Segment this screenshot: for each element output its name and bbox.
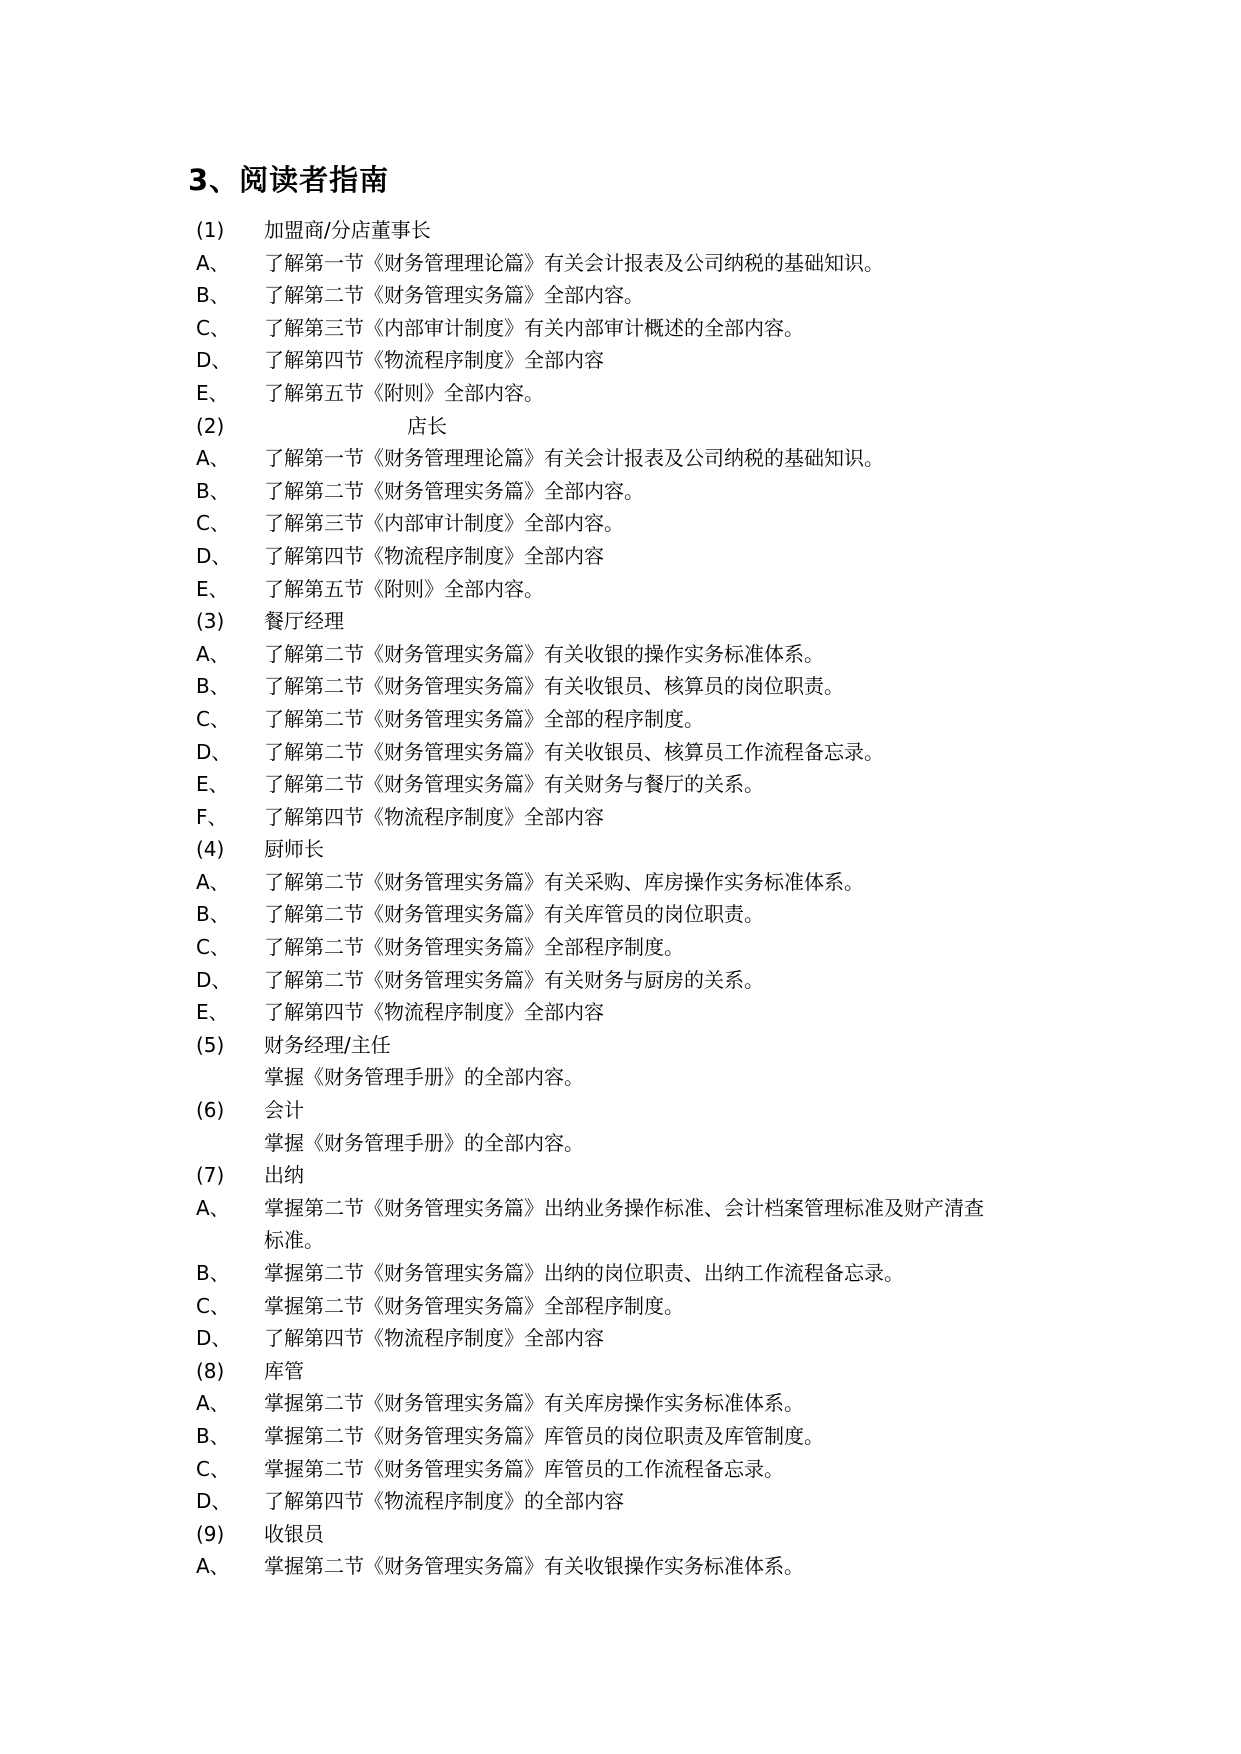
line-number: C、 xyxy=(196,1293,230,1318)
line-text: 掌握第二节《财务管理实务篇》有关收银操作实务标准体系。 xyxy=(264,1554,804,1579)
guide-line xyxy=(0,1192,1241,1225)
line-text: 厨师长 xyxy=(264,837,324,862)
guide-line xyxy=(0,638,1241,671)
line-text: 店长 xyxy=(407,413,447,438)
line-text: 了解第四节《物流程序制度》全部内容 xyxy=(264,348,604,373)
line-number: B、 xyxy=(196,1261,230,1285)
line-number: E、 xyxy=(196,576,229,601)
guide-line xyxy=(0,833,1241,866)
line-number: (4) xyxy=(196,837,225,862)
line-number: D、 xyxy=(196,1489,232,1514)
line-text: 掌握第二节《财务管理实务篇》库管员的岗位职责及库管制度。 xyxy=(264,1423,824,1448)
guide-line xyxy=(0,1453,1241,1486)
line-number: C、 xyxy=(196,315,230,340)
guide-line xyxy=(0,670,1241,703)
line-number: F、 xyxy=(196,804,228,829)
guide-line xyxy=(0,703,1241,736)
line-number: D、 xyxy=(196,348,232,373)
line-text: 餐厅经理 xyxy=(264,609,344,634)
guide-line xyxy=(0,931,1241,964)
line-text: 了解第二节《财务管理实务篇》全部内容。 xyxy=(264,478,644,503)
guide-line xyxy=(0,1257,1241,1290)
line-number: A、 xyxy=(196,869,230,894)
guide-line xyxy=(0,540,1241,573)
guide-line xyxy=(0,605,1241,638)
guide-line xyxy=(0,410,1241,443)
guide-line xyxy=(0,475,1241,508)
line-text: 了解第二节《财务管理实务篇》全部程序制度。 xyxy=(264,935,684,960)
section-title: 3、阅读者指南 xyxy=(188,163,390,197)
line-number: E、 xyxy=(196,380,229,405)
line-text: 库管 xyxy=(264,1358,304,1383)
line-text: 了解第二节《财务管理实务篇》有关财务与厨房的关系。 xyxy=(264,967,764,992)
line-text: 了解第三节《内部审计制度》有关内部审计概述的全部内容。 xyxy=(264,315,804,340)
line-number: (9) xyxy=(196,1521,225,1546)
guide-line xyxy=(0,1127,1241,1160)
line-number: C、 xyxy=(196,511,230,536)
reader-guide-list xyxy=(0,214,1241,1583)
line-number: B、 xyxy=(196,283,230,308)
guide-line xyxy=(0,1029,1241,1062)
line-text: 掌握第二节《财务管理实务篇》出纳的岗位职责、出纳工作流程备忘录。 xyxy=(264,1261,904,1285)
line-text: 加盟商/分店董事长 xyxy=(264,218,431,242)
line-number: (6) xyxy=(196,1098,225,1123)
guide-line xyxy=(0,768,1241,801)
line-text: 标准。 xyxy=(264,1228,324,1253)
line-number: A、 xyxy=(196,1195,230,1220)
line-text: 了解第二节《财务管理实务篇》有关采购、库房操作实务标准体系。 xyxy=(264,869,864,894)
line-text: 掌握第二节《财务管理实务篇》有关库房操作实务标准体系。 xyxy=(264,1391,804,1416)
guide-line xyxy=(0,1420,1241,1453)
line-number: E、 xyxy=(196,1000,229,1025)
guide-line xyxy=(0,279,1241,312)
line-text: 了解第四节《物流程序制度》全部内容 xyxy=(264,543,604,568)
line-text: 了解第四节《物流程序制度》的全部内容 xyxy=(264,1489,624,1514)
guide-line xyxy=(0,573,1241,606)
line-text: 出纳 xyxy=(264,1163,304,1188)
guide-line xyxy=(0,312,1241,345)
line-text: 会计 xyxy=(264,1098,304,1123)
line-number: B、 xyxy=(196,1423,230,1448)
line-text: 掌握第二节《财务管理实务篇》出纳业务操作标准、会计档案管理标准及财产清查 xyxy=(264,1195,984,1220)
line-number: A、 xyxy=(196,446,230,471)
line-number: D、 xyxy=(196,543,232,568)
line-text: 了解第二节《财务管理实务篇》有关收银的操作实务标准体系。 xyxy=(264,641,824,666)
line-number: (8) xyxy=(196,1358,225,1383)
line-text: 了解第二节《财务管理实务篇》有关财务与餐厅的关系。 xyxy=(264,772,764,797)
guide-line xyxy=(0,377,1241,410)
line-text: 了解第二节《财务管理实务篇》全部内容。 xyxy=(264,283,644,308)
line-number: (1) xyxy=(196,218,225,242)
line-text: 了解第二节《财务管理实务篇》全部的程序制度。 xyxy=(264,706,704,731)
line-text: 了解第二节《财务管理实务篇》有关收银员、核算员工作流程备忘录。 xyxy=(264,739,884,764)
line-number: B、 xyxy=(196,478,230,503)
line-text: 掌握第二节《财务管理实务篇》全部程序制度。 xyxy=(264,1293,684,1318)
guide-line xyxy=(0,1387,1241,1420)
line-number: D、 xyxy=(196,739,232,764)
line-number: A、 xyxy=(196,1391,230,1416)
line-number: D、 xyxy=(196,967,232,992)
line-number: A、 xyxy=(196,1554,230,1579)
line-text: 了解第五节《附则》全部内容。 xyxy=(264,576,544,601)
line-text: 了解第五节《附则》全部内容。 xyxy=(264,380,544,405)
guide-line xyxy=(0,1094,1241,1127)
line-number: B、 xyxy=(196,674,230,699)
guide-line xyxy=(0,1322,1241,1355)
line-text: 了解第一节《财务管理理论篇》有关会计报表及公司纳税的基础知识。 xyxy=(264,446,884,471)
line-number: (2) xyxy=(196,413,225,438)
line-number: C、 xyxy=(196,1456,230,1481)
guide-line xyxy=(0,866,1241,899)
line-number: C、 xyxy=(196,935,230,960)
line-text: 了解第二节《财务管理实务篇》有关收银员、核算员的岗位职责。 xyxy=(264,674,844,699)
line-number: B、 xyxy=(196,902,230,927)
guide-line xyxy=(0,1061,1241,1094)
guide-line xyxy=(0,1518,1241,1551)
line-text: 了解第四节《物流程序制度》全部内容 xyxy=(264,1000,604,1025)
guide-line xyxy=(0,442,1241,475)
line-text: 了解第三节《内部审计制度》全部内容。 xyxy=(264,511,624,536)
line-text: 了解第一节《财务管理理论篇》有关会计报表及公司纳税的基础知识。 xyxy=(264,250,884,275)
guide-line xyxy=(0,1224,1241,1257)
line-text: 掌握《财务管理手册》的全部内容。 xyxy=(264,1130,584,1155)
line-number: A、 xyxy=(196,250,230,275)
line-text: 财务经理/主任 xyxy=(264,1032,391,1057)
line-number: E、 xyxy=(196,772,229,797)
guide-line xyxy=(0,1290,1241,1323)
guide-line xyxy=(0,801,1241,834)
guide-line xyxy=(0,898,1241,931)
line-text: 掌握《财务管理手册》的全部内容。 xyxy=(264,1065,584,1090)
guide-line xyxy=(0,214,1241,247)
line-text: 收银员 xyxy=(264,1521,324,1546)
guide-line xyxy=(0,507,1241,540)
line-text: 了解第四节《物流程序制度》全部内容 xyxy=(264,804,604,829)
guide-line xyxy=(0,1159,1241,1192)
guide-line xyxy=(0,1355,1241,1388)
guide-line xyxy=(0,1485,1241,1518)
line-number: (7) xyxy=(196,1163,225,1188)
line-number: A、 xyxy=(196,641,230,666)
line-text: 了解第二节《财务管理实务篇》有关库管员的岗位职责。 xyxy=(264,902,764,927)
guide-line xyxy=(0,996,1241,1029)
guide-line xyxy=(0,1550,1241,1583)
line-text: 了解第四节《物流程序制度》全部内容 xyxy=(264,1326,604,1351)
line-number: C、 xyxy=(196,706,230,731)
guide-line xyxy=(0,344,1241,377)
line-number: (3) xyxy=(196,609,225,634)
guide-line xyxy=(0,247,1241,280)
guide-line xyxy=(0,964,1241,997)
line-number: (5) xyxy=(196,1032,225,1057)
line-number: D、 xyxy=(196,1326,232,1351)
guide-line xyxy=(0,736,1241,769)
line-text: 掌握第二节《财务管理实务篇》库管员的工作流程备忘录。 xyxy=(264,1456,784,1481)
